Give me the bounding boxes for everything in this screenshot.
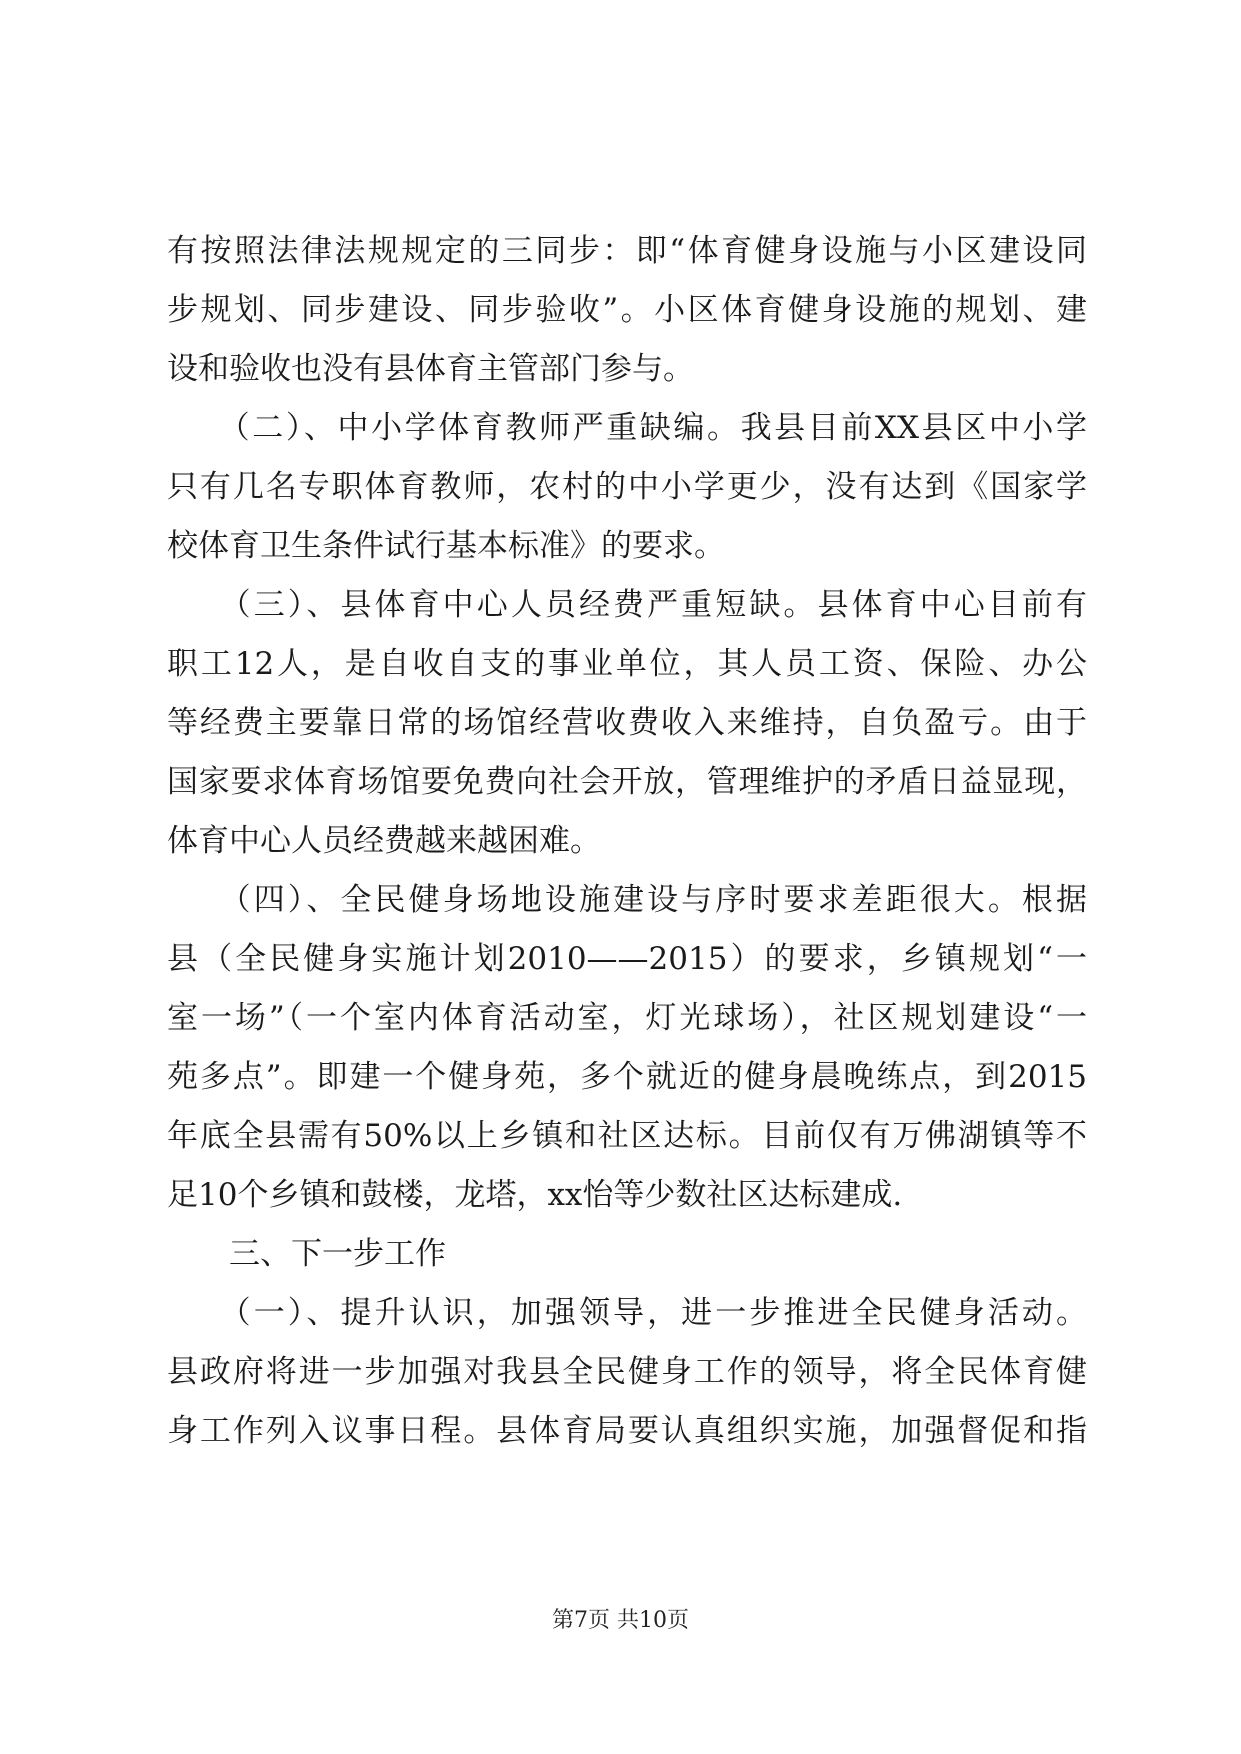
text-line: （四）、全民健身场地设施建设与序时要求差距很大。根据 [167, 882, 1087, 918]
text-line: 等经费主要靠日常的场馆经营收费收入来维持，自负盈亏。由于 [167, 705, 1087, 741]
page-number-label: 第7页 共10页 [552, 1608, 689, 1633]
text-line: 有按照法律法规规定的三同步：即“体育健身设施与小区建设同 [167, 233, 1087, 269]
text-line: （三）、县体育中心人员经费严重短缺。县体育中心目前有 [167, 587, 1087, 623]
text-line: 身工作列入议事日程。县体育局要认真组织实施，加强督促和指 [167, 1413, 1087, 1449]
text-line: 县（全民健身实施计划2010——2015）的要求，乡镇规划“一 [167, 941, 1087, 977]
text-line: 只有几名专职体育教师，农村的中小学更少，没有达到《国家学 [167, 469, 1087, 505]
section-heading: 三、下一步工作 [167, 1236, 446, 1272]
text-line: 室一场”（一个室内体育活动室，灯光球场），社区规划建设“一 [167, 1000, 1087, 1036]
text-line: 足10个乡镇和鼓楼，龙塔，xx怡等少数社区达标建成. [167, 1177, 903, 1213]
text-line: （二）、中小学体育教师严重缺编。我县目前XX县区中小学 [167, 410, 1087, 446]
text-line: 国家要求体育场馆要免费向社会开放，管理维护的矛盾日益显现， [167, 764, 1087, 800]
text-line: 体育中心人员经费越来越困难。 [167, 823, 601, 859]
text-line: 年底全县需有50%以上乡镇和社区达标。目前仅有万佛湖镇等不 [167, 1118, 1087, 1154]
text-line: 苑多点”。即建一个健身苑，多个就近的健身晨晚练点，到2015 [167, 1059, 1087, 1095]
text-line: 职工12人，是自收自支的事业单位，其人员工资、保险、办公 [167, 646, 1087, 682]
text-line: 校体育卫生条件试行基本标准》的要求。 [167, 528, 725, 564]
text-line: （一）、提升认识，加强领导，进一步推进全民健身活动。 [167, 1295, 1087, 1331]
page-footer [0, 1606, 1241, 1636]
text-line: 设和验收也没有县体育主管部门参与。 [167, 351, 694, 387]
text-line: 县政府将进一步加强对我县全民健身工作的领导，将全民体育健 [167, 1354, 1087, 1390]
document-body [167, 222, 1087, 1461]
text-line: 步规划、同步建设、同步验收”。小区体育健身设施的规划、建 [167, 292, 1087, 328]
